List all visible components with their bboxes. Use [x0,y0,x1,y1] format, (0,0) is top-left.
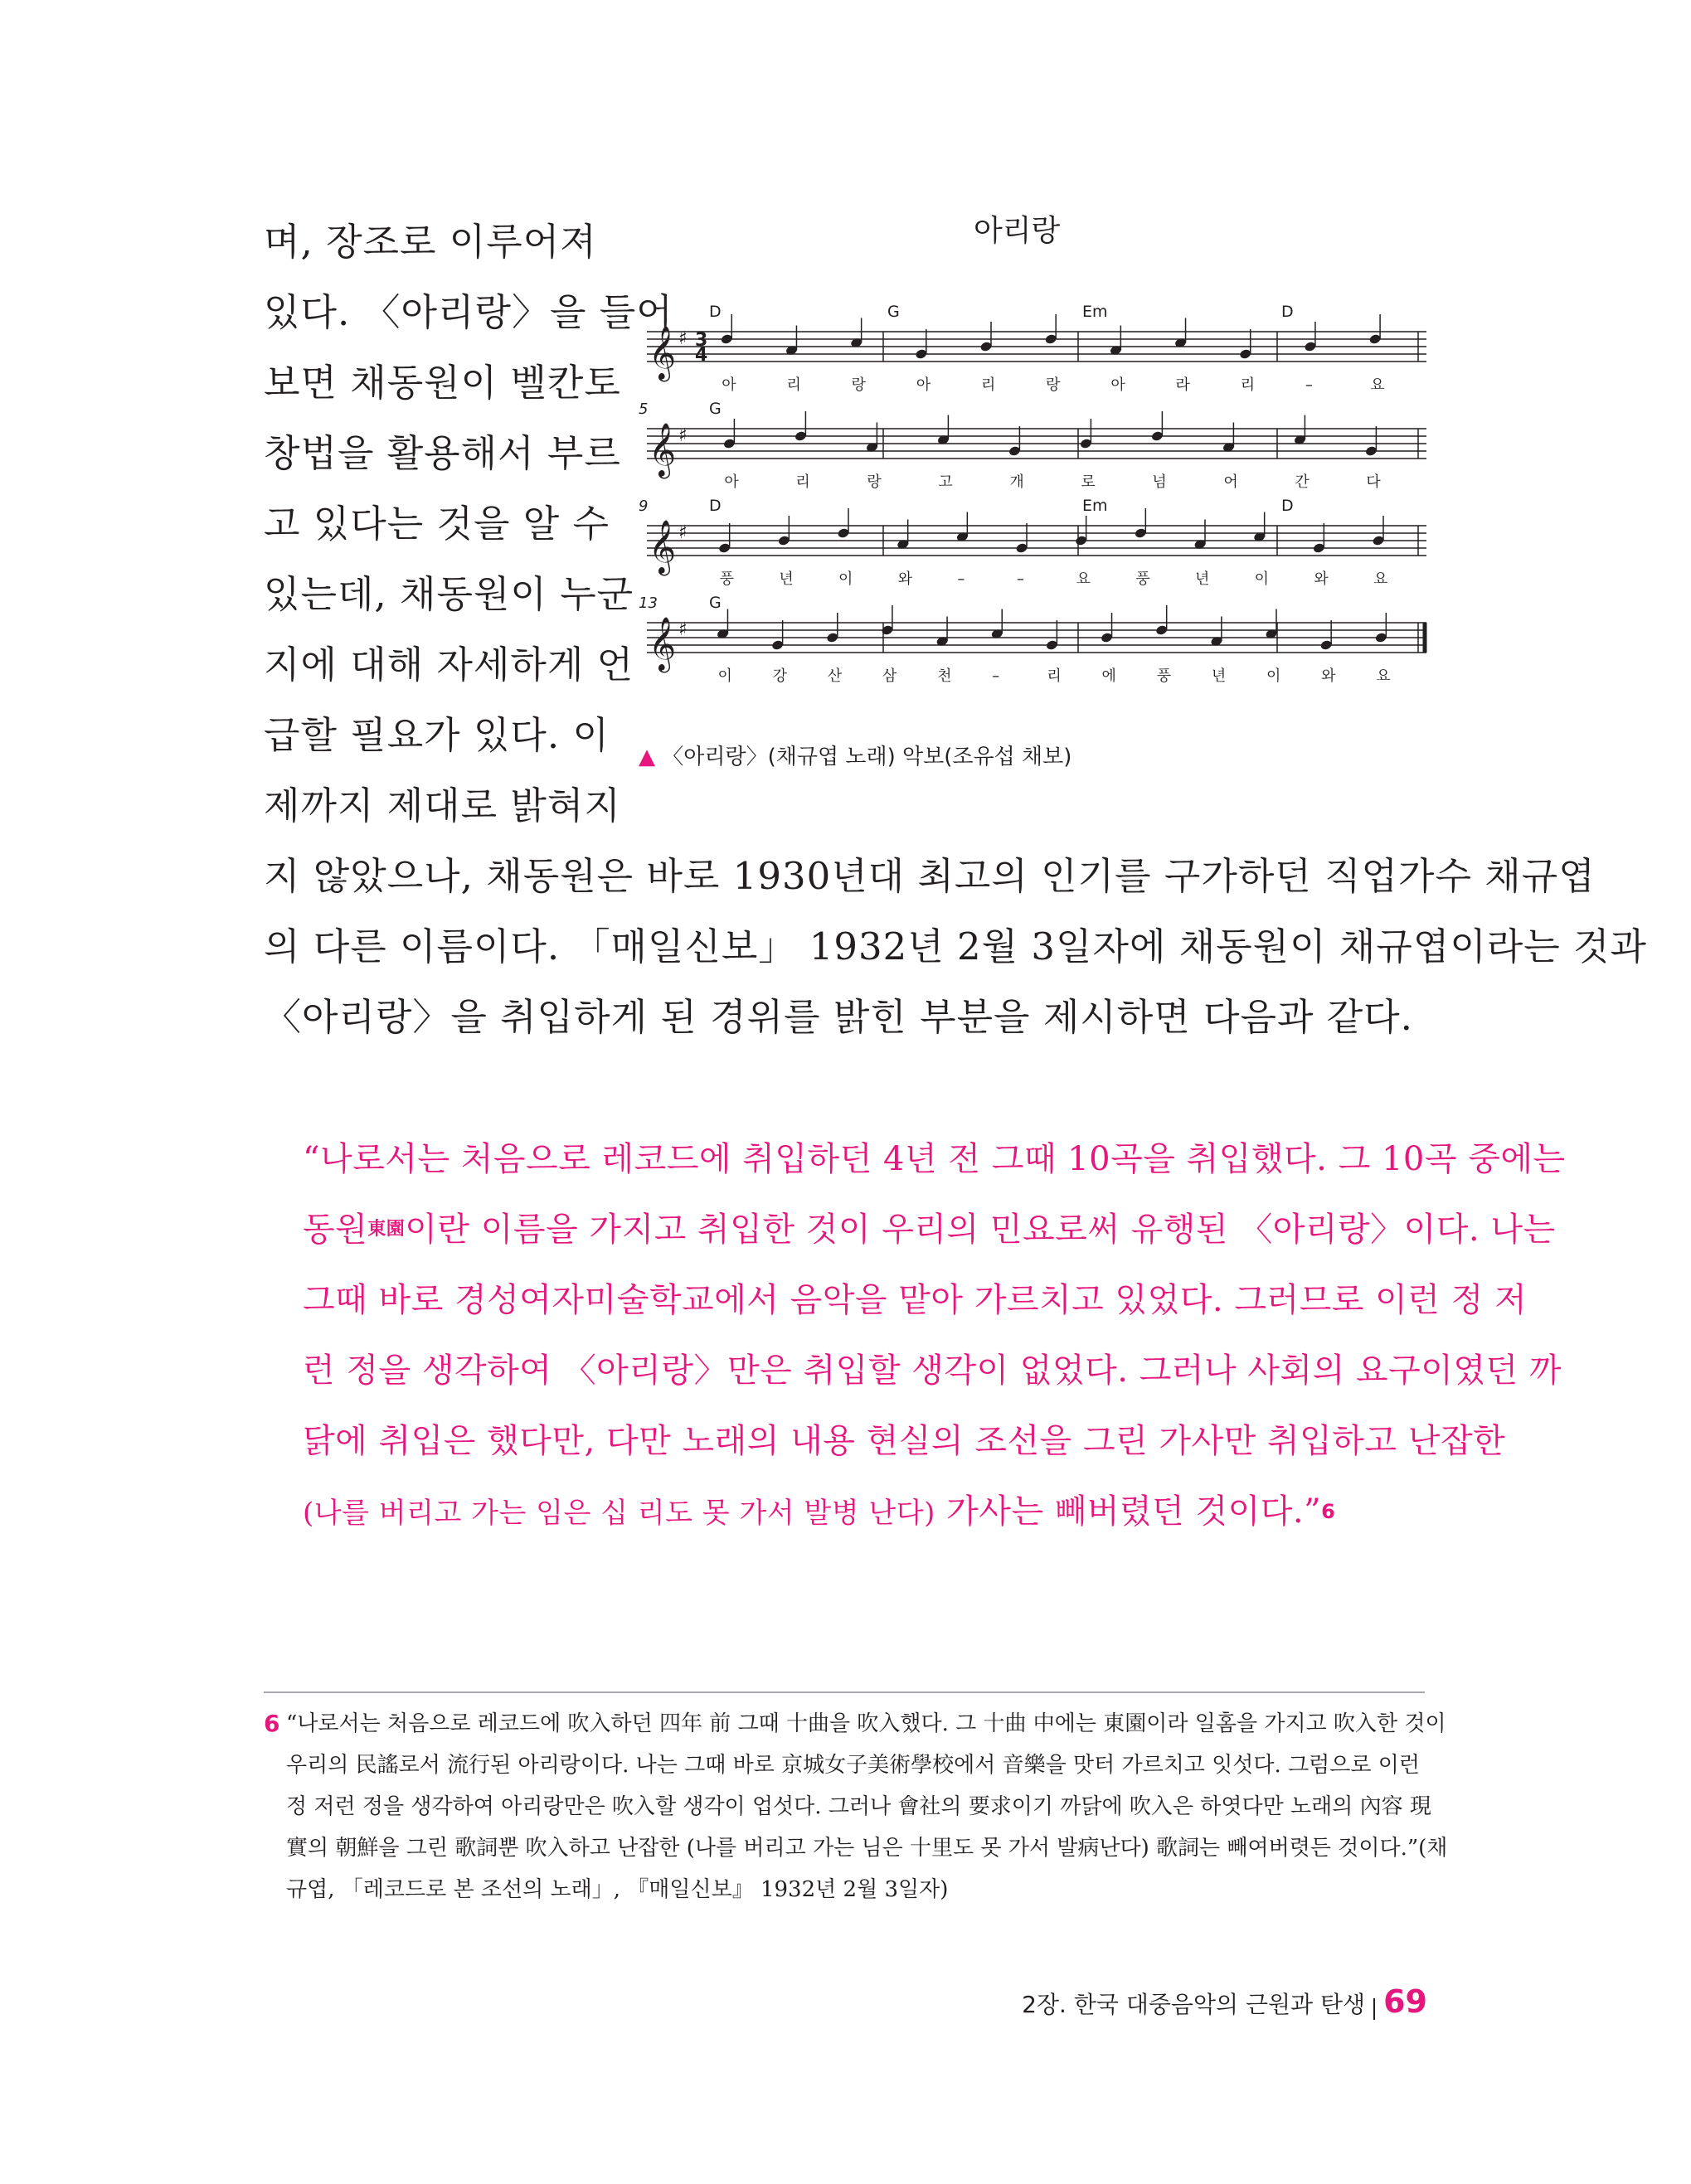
time-signature-bottom: 4 [695,345,708,366]
lyric-syllable: 아 [1110,376,1125,394]
lyric-syllable: – [1305,376,1313,394]
body-line: 급할 필요가 있다. 이 [264,713,610,757]
score-caption [639,740,1071,770]
lyric-syllable: 요 [1076,570,1091,588]
quote-line: “나로서는 처음으로 레코드에 취입하던 4년 전 그때 10곡을 취입했다. 그 10곡 중에는 [303,1140,1566,1178]
lyric-syllable: 리 [786,376,801,394]
lyric-syllable: 와 [1321,667,1336,685]
lyric-syllable: – [957,570,965,588]
chord-symbol: G [709,594,722,612]
chord-symbol: G [887,303,900,321]
score-caption-text: 〈아리랑〉(채규엽 노래) 악보(조유섭 채보) [662,745,1072,769]
lyric-syllable: 풍 [1135,570,1150,588]
body-line: 보면 채동원이 벨칸토 [264,361,621,405]
footnote-number: 6 [264,1710,280,1737]
lyric-syllable: 이 [1254,570,1270,588]
lyric-syllable: 랑 [867,473,882,491]
lyric-syllable: 이 [1266,667,1281,685]
lyric-syllable: 풍 [1156,667,1172,685]
quote-line [303,1488,1335,1536]
footnote-line: 實의 朝鮮을 그린 歌詞뿐 吹入하고 난잡한 (나를 버리고 가는 님은 十里도 못 가서 발病난다) 歌詞는 빼여버렷든 것이다.”(채 [286,1836,1448,1861]
chord-symbol: Em [1082,303,1108,321]
lyric-syllable: 아 [722,376,736,394]
lyric-syllable: 다 [1366,473,1381,491]
treble-clef-icon: 𝄞 [649,617,677,671]
lyric-syllable: – [992,667,1000,685]
quote-line [303,1206,1556,1253]
lyric-syllable: 년 [1211,667,1227,685]
footnote-line: 규엽, 「레코드로 본 조선의 노래」, 『매일신보』 1932년 2월 3일자) [286,1877,949,1902]
lyric-syllable: 리 [795,473,810,491]
footnote-line: 정 저런 정을 생각하여 아리랑만은 吹入할 생각이 업섯다. 그러나 會社의 要求이기 까닭에 吹入은 하엿다만 노래의 內容 現 [286,1794,1431,1819]
sharp-icon: ♯ [678,328,688,349]
body-line: 있다. 〈아리랑〉을 들어 [264,290,673,334]
lyric-syllable: 이 [838,570,853,588]
body-line: 있는데, 채동원이 누군 [264,572,634,616]
lyric-syllable: 로 [1081,473,1096,491]
music-score [639,290,1435,705]
body-line: 〈아리랑〉을 취입하게 된 경위를 밝힌 부분을 제시하면 다음과 같다. [264,995,1413,1039]
lyric-syllable: 고 [938,473,953,491]
page-footer [1022,1983,1427,2020]
lyric-syllable: 개 [1009,473,1024,491]
quote-text: 이란 이름을 가지고 취입한 것이 우리의 민요로써 유행된 〈아리랑〉이다. 나는 [405,1211,1556,1249]
chord-symbol: G [709,400,722,418]
body-line: 지에 대해 자세하게 언 [264,643,634,687]
lyric-syllable: 아 [916,376,931,394]
lyric-syllable: 아 [724,473,739,491]
sharp-icon: ♯ [678,522,688,543]
lyric-syllable: 년 [1195,570,1210,588]
chapter-title: 2장. 한국 대중음악의 근원과 탄생 [1022,1991,1366,2018]
lyric-syllable: 어 [1223,473,1238,491]
time-signature-top: 3 [695,330,708,351]
lyric-syllable: 요 [1373,570,1388,588]
chord-symbol: Em [1082,497,1108,515]
body-line: 며, 장조로 이루어져 [264,220,597,264]
footnote-line: “나로서는 처음으로 레코드에 吹入하던 四年 前 그때 十曲을 吹入했다. 그 十曲 中에는 東園이라 일홈을 가지고 吹入한 것이 [286,1711,1446,1736]
body-line: 의 다른 이름이다. 「매일신보」 1932년 2월 3일자에 채동원이 채규엽이라는 것과 [264,925,1647,968]
lyric-syllable: 리 [981,376,996,394]
lyric-syllable: 넘 [1152,473,1167,491]
footer-divider [1373,1998,1375,2020]
measure-number: 13 [639,595,658,612]
footnote-rule [264,1691,1425,1693]
measure-number: 9 [639,497,649,515]
chord-symbol: D [1281,303,1294,321]
lyric-syllable: 산 [827,667,843,685]
lyric-syllable: 리 [1047,667,1062,685]
quote-text: 동원 [303,1211,368,1249]
lyric-syllable: 에 [1101,667,1116,685]
lyric-syllable: 년 [779,570,794,588]
quote-line: 그때 바로 경성여자미술학교에서 음악을 맡아 가르치고 있었다. 그러므로 이런 정 저 [303,1281,1528,1319]
sharp-icon: ♯ [678,425,688,446]
lyric-syllable: 와 [1314,570,1329,588]
lyric-syllable: 랑 [1046,376,1061,394]
lyric-syllable: 풍 [719,570,735,588]
treble-clef-icon: 𝄞 [649,520,677,574]
lyric-syllable: 간 [1295,473,1310,491]
treble-clef-icon: 𝄞 [649,326,677,380]
quote-line: 닭에 취입은 했다만, 다만 노래의 내용 현실의 조선을 그린 가사만 취입하고 난잡한 [303,1422,1506,1460]
quote-parenthetical: (나를 버리고 가는 임은 십 리도 못 가서 발병 난다) [303,1497,935,1530]
body-line: 고 있다는 것을 알 수 [264,502,610,546]
lyric-syllable: 이 [717,667,732,685]
lyric-syllable: 요 [1376,667,1391,685]
chord-symbol: D [709,497,722,515]
lyric-syllable: 강 [772,667,788,685]
treble-clef-icon: 𝄞 [649,423,677,477]
chord-symbol: D [709,303,722,321]
lyric-syllable: 천 [937,667,952,685]
lyric-syllable: 와 [897,570,913,588]
quote-line: 런 정을 생각하여 〈아리랑〉만은 취입할 생각이 없었다. 그러나 사회의 요구이였던 까 [303,1352,1562,1390]
sharp-icon: ♯ [678,619,688,640]
lyric-syllable: 요 [1370,376,1385,394]
body-line: 제까지 제대로 밝혀지 [264,784,621,827]
hanja-annotation: 東園 [367,1219,406,1240]
quote-text: 가사는 빼버렸던 것이다.” [935,1492,1322,1531]
lyric-syllable: 삼 [882,667,897,685]
triangle-icon: ▲ [639,745,655,769]
footnote-line: 우리의 民謠로서 流行된 아리랑이다. 나는 그때 바로 京城女子美術學校에서 音樂을 맛터 가르치고 잇섯다. 그럼으로 이런 [286,1753,1421,1778]
lyric-syllable: 리 [1240,376,1256,394]
page-number: 69 [1383,1983,1427,2020]
footnote-ref: 6 [1321,1500,1336,1523]
measure-number: 5 [639,400,649,418]
lyric-syllable: 랑 [851,376,867,394]
body-line: 창법을 활용해서 부르 [264,431,621,475]
body-line: 지 않았으나, 채동원은 바로 1930년대 최고의 인기를 구가하던 직업가수 채규엽 [264,854,1596,898]
score-title: 아리랑 [974,214,1061,248]
lyric-syllable: – [1017,570,1024,588]
chord-symbol: D [1281,497,1294,515]
lyric-syllable: 라 [1175,376,1190,394]
